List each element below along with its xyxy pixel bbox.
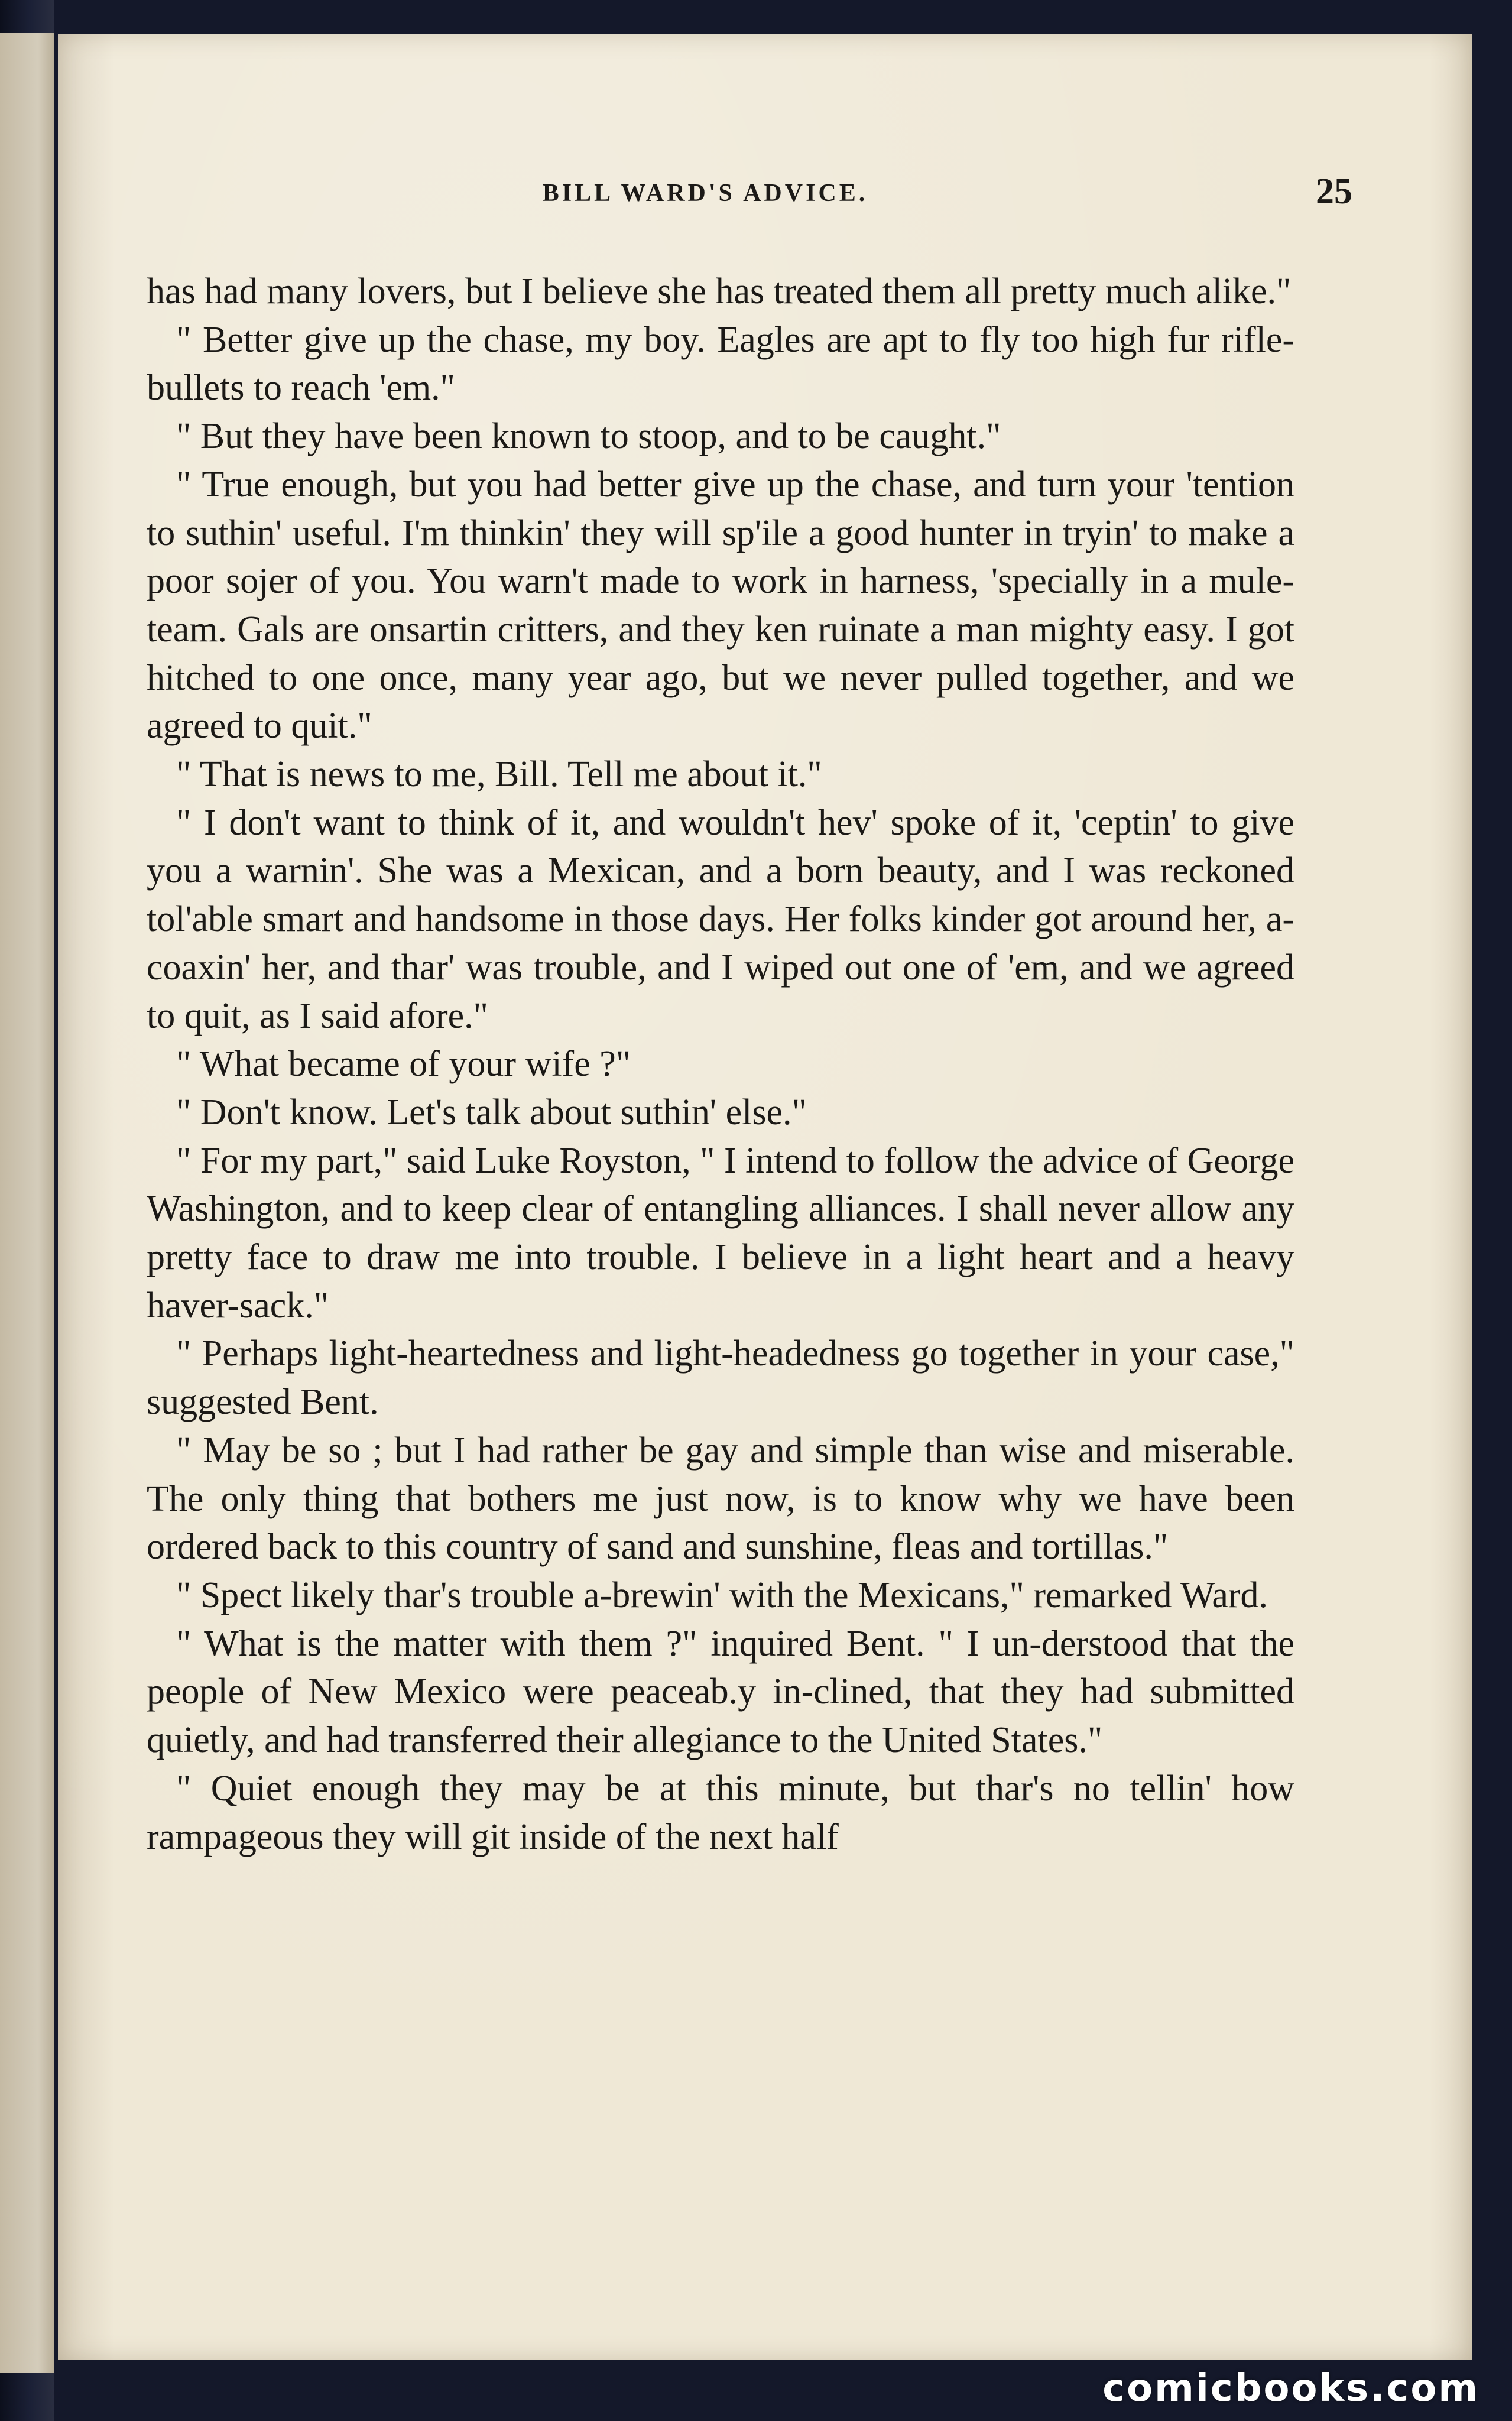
paragraph-3: " But they have been known to stoop, and to be caught." <box>176 416 1001 457</box>
paragraph-10: " Perhaps light-heartedness and light-headedness go together in your case," suggested Bent. <box>147 1333 1294 1423</box>
paragraph-12: " Spect likely thar's trouble a-brewin' with the Mexicans," remarked Ward. <box>176 1575 1268 1615</box>
paragraph-1: has had many lovers, but I believe she has treated them all pretty much alike." <box>147 271 1292 311</box>
running-head: BILL WARD'S ADVICE. <box>542 180 868 207</box>
body-text <box>147 268 1294 1861</box>
paragraph-13: " What is the matter with them ?" inquired Bent. " I un-derstood that the people of New Mexico were peaceab.y in-clined, that they had submitted quietly, and had transferred their allegiance to the United States." <box>147 1623 1294 1761</box>
facing-page-edge <box>0 33 54 2373</box>
paragraph-6: " I don't want to think of it, and wouldn't hev' spoke of it, 'ceptin' to give you a warnin'. She was a Mexican, and a born beauty, and I was reckoned tol'able smart and handsome in those days. Her folks kinder got around her, a-coaxin' her, and thar' was trouble, and I wiped out one of 'em, and we agreed to quit, as I said afore." <box>147 802 1294 1036</box>
site-watermark: comicbooks.com <box>1102 2367 1479 2410</box>
paragraph-2: " Better give up the chase, my boy. Eagles are apt to fly too high fur rifle-bullets to reach 'em." <box>147 319 1294 408</box>
page-number: 25 <box>1316 171 1352 212</box>
book-page <box>58 34 1472 2360</box>
paragraph-8: " Don't know. Let's talk about suthin' else." <box>176 1092 807 1132</box>
paragraph-7: " What became of your wife ?" <box>176 1044 631 1085</box>
paragraph-5: " That is news to me, Bill. Tell me about it." <box>176 754 822 795</box>
paragraph-11: " May be so ; but I had rather be gay and simple than wise and miserable. The only thing that bothers me just now, is to know why we have been ordered back to this country of sand and sunshine, fleas and tortillas." <box>147 1430 1294 1568</box>
paragraph-9: " For my part," said Luke Royston, " I intend to follow the advice of George Washington, and to keep clear of entangling alliances. I shall never allow any pretty face to draw me into trouble. I believe in a light heart and a heavy haver-sack." <box>147 1140 1294 1326</box>
paragraph-14: " Quiet enough they may be at this minute, but thar's no tellin' how rampageous they will git inside of the next half <box>147 1768 1294 1857</box>
page-header <box>58 171 1352 244</box>
paragraph-4: " True enough, but you had better give up the chase, and turn your 'tention to suthin' useful. I'm thinkin' they will sp'ile a good hunter in tryin' to make a poor sojer of you. You warn't made to work in harness, 'specially in a mule-team. Gals are onsartin critters, and they ken ruinate a man mighty easy. I got hitched to one once, many year ago, but we never pulled together, and we agreed to quit." <box>147 464 1294 747</box>
